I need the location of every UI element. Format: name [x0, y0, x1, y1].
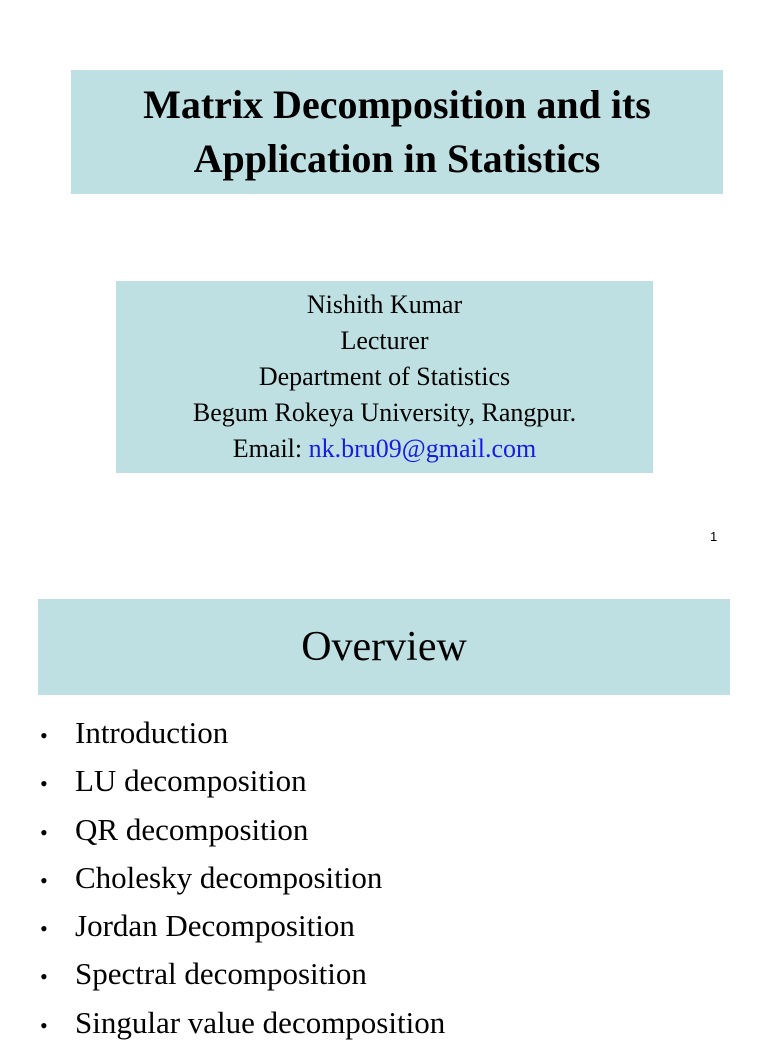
author-university: Begum Rokeya University, Rangpur. [192, 398, 577, 427]
list-item [40, 951, 445, 999]
list-item [40, 903, 445, 951]
overview-title: Overview [301, 624, 467, 670]
list-item [40, 807, 445, 855]
bullet-icon: • [40, 964, 48, 990]
list-item-label: Introduction [75, 715, 229, 750]
title-box [71, 70, 723, 194]
bullet-icon: • [40, 867, 48, 893]
list-item-label: Singular value decomposition [75, 1004, 446, 1040]
bullet-icon: • [40, 819, 48, 845]
email-label: Email: [232, 434, 309, 463]
list-item [40, 1000, 445, 1048]
author-name: Nishith Kumar [306, 290, 463, 319]
list-item [40, 710, 445, 758]
overview-list [40, 710, 445, 1048]
title-line-2: Application in Statistics [193, 136, 601, 181]
page-number: 1 [710, 529, 718, 544]
author-info-box [116, 281, 653, 473]
list-item-label: Cholesky decomposition [75, 859, 383, 895]
bullet-icon: • [40, 723, 48, 748]
email-link[interactable]: nk.bru09@gmail.com [308, 434, 537, 463]
list-item-label: Spectral decomposition [75, 956, 367, 992]
author-department: Department of Statistics [258, 362, 511, 391]
bullet-icon: • [40, 916, 48, 942]
list-item-label: LU decomposition [75, 763, 307, 799]
bullet-icon: • [40, 1012, 48, 1038]
author-position: Lecturer [340, 326, 429, 355]
title-line-1: Matrix Decomposition and its [143, 82, 651, 127]
overview-title-box [38, 599, 730, 695]
bullet-icon: • [40, 771, 48, 797]
list-item-label: QR decomposition [75, 811, 309, 847]
author-email-line [233, 431, 536, 467]
list-item [40, 758, 445, 806]
list-item-label: Jordan Decomposition [75, 908, 355, 944]
list-item [40, 855, 445, 903]
